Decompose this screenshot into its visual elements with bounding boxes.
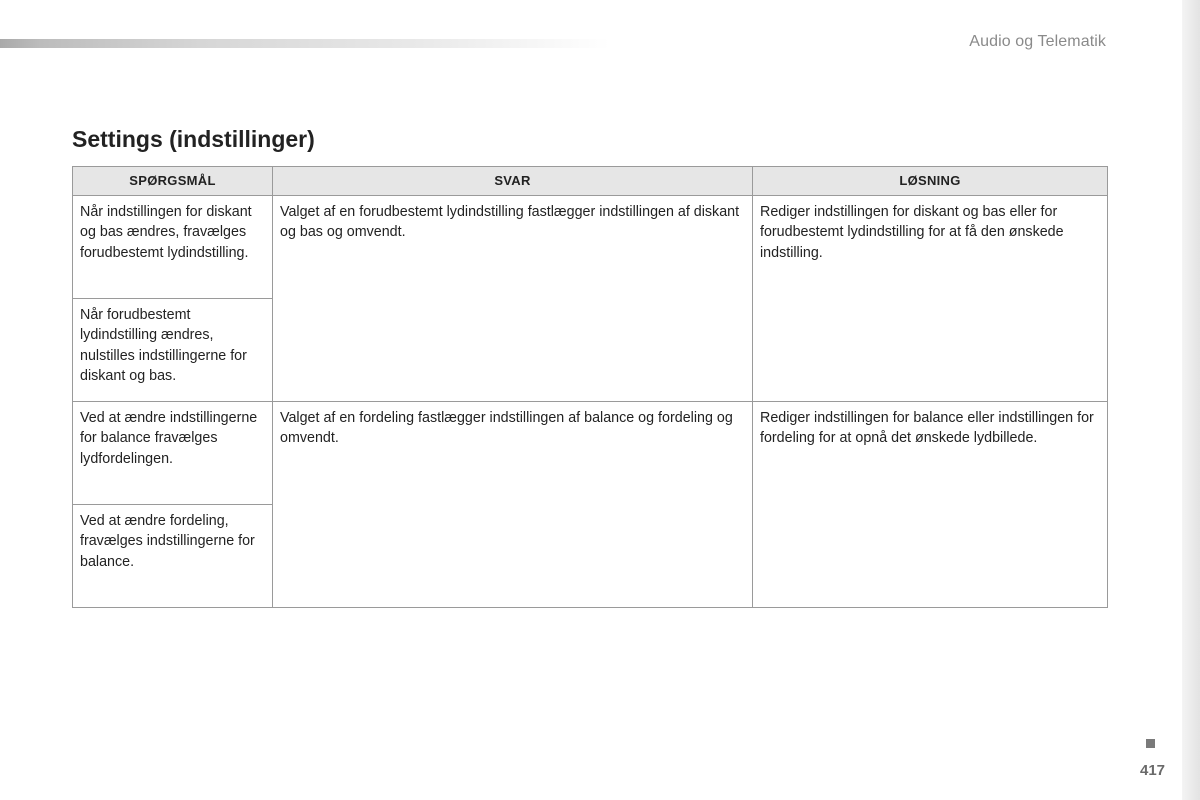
solution-cell: Rediger indstillingen for balance eller indstillingen for fordeling for at opnå det ønskede lydbillede. xyxy=(753,402,1108,608)
question-cell: Når forudbestemt lydindstilling ændres, nulstilles indstillingerne for diskant og bas. xyxy=(73,299,273,402)
page-edge-shadow xyxy=(1182,0,1200,800)
table-row xyxy=(73,196,1108,299)
header-decor-bar xyxy=(0,39,610,48)
column-header-solution: LØSNING xyxy=(753,167,1108,196)
end-of-section-square-icon xyxy=(1146,739,1155,748)
table-header-row xyxy=(73,167,1108,196)
question-cell: Ved at ændre indstillingerne for balance fravælges lydfordelingen. xyxy=(73,402,273,505)
page-title: Settings (indstillinger) xyxy=(72,126,315,152)
table-row xyxy=(73,402,1108,505)
column-header-question: SPØRGSMÅL xyxy=(73,167,273,196)
section-label: Audio og Telematik xyxy=(969,33,1106,50)
page-number: 417 xyxy=(1140,762,1166,779)
question-cell: Når indstillingen for diskant og bas ændres, fravælges forudbestemt lydindstilling. xyxy=(73,196,273,299)
question-cell: Ved at ændre fordeling, fravælges indstillingerne for balance. xyxy=(73,505,273,608)
answer-cell: Valget af en forudbestemt lydindstilling fastlægger indstillingen af diskant og bas og omvendt. xyxy=(273,196,753,402)
answer-cell: Valget af en fordeling fastlægger indstillingen af balance og fordeling og omvendt. xyxy=(273,402,753,608)
faq-table xyxy=(72,166,1108,608)
column-header-answer: SVAR xyxy=(273,167,753,196)
solution-cell: Rediger indstillingen for diskant og bas eller for forudbestemt lydindstilling for at få den ønskede indstilling. xyxy=(753,196,1108,402)
